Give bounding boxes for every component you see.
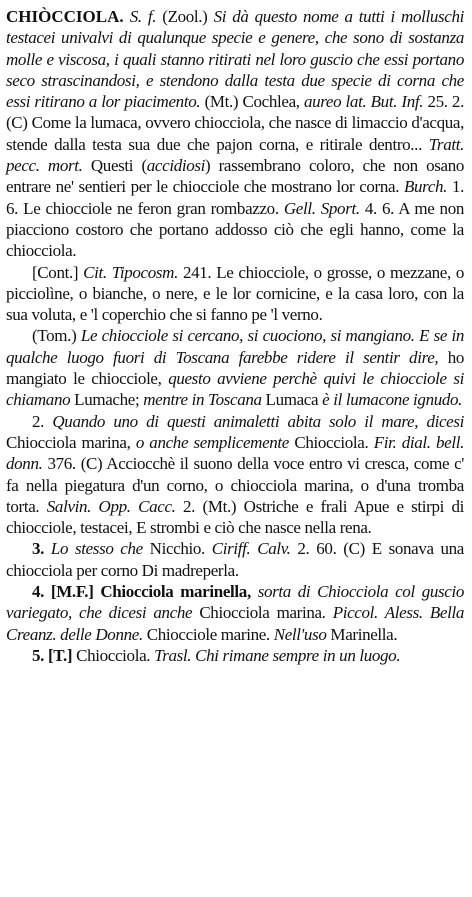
- definition: Si dà questo nome a tutti i molluschi testacei univalvi di qualunque specie e genere, che sono di sostanza molle e viscosa, i quali stanno ritirati nel loro guscio che essi portano seco strascinandosi, e stendono dalla testa due specie di corna che essi ritirano a lor piacimento.: [6, 7, 464, 112]
- quote-text: ) rassembrano coloro, che non osano entrare ne' sentieri per le chiocciole che mostrano lor corna.: [6, 156, 465, 197]
- sense-text: Nicchio.: [149, 539, 205, 559]
- entry-main: [6, 6, 464, 262]
- sense-tag: [T.]: [47, 645, 73, 665]
- tom-text: questo avviene perchè quivi le chiocciole si chiamano: [6, 369, 465, 410]
- headword: CHIÒCCIOLA.: [6, 7, 124, 26]
- citation-ref: 25. 2.: [427, 92, 464, 112]
- sense-text: Chiocciola.: [76, 645, 151, 665]
- sense-2: [6, 411, 464, 539]
- c-tag: (C): [6, 113, 28, 133]
- cont-paragraph: [6, 262, 464, 326]
- sense-text: Lo stesso che: [50, 539, 143, 559]
- sense-5: [6, 645, 464, 666]
- tom-text: Lumache;: [74, 390, 140, 410]
- tom-text: è il lumacone ignudo.: [322, 390, 463, 410]
- cont-tag: [Cont.]: [32, 262, 79, 282]
- citation-source: Cit. Tipocosm.: [83, 262, 178, 282]
- quote-text: 376. (C) Acciocchè il suono della voce entro vi cresca, come c' fa nella piegatura d'un corno, o chiocciola marina, o d'una tromba torta.: [6, 454, 464, 516]
- quote-italic: accidiosi: [146, 156, 206, 176]
- sense-head: Chiocciola marinella,: [100, 582, 251, 602]
- citation-source: aureo lat. But. Inf.: [303, 92, 424, 112]
- quote-text: 241. Le chiocciole, o grosse, o mezzane, o picciolìne, o bianche, o nere, e le lor cornicine, e la casa loro, con la sua voluta, e 'l coperchio che si fanno pe 'l verno.: [6, 262, 464, 325]
- quote-text: 2. (Mt.) Ostriche e frali Apue e stirpi di chiocciole, testacei, E strombi e ciò che nasce nella rena.: [6, 496, 464, 538]
- sense-3: [6, 538, 464, 581]
- sense-4: [6, 581, 464, 645]
- citation-source: Fir. dial. bell. donn.: [6, 432, 465, 474]
- mt-tag: (Mt.): [204, 92, 239, 112]
- sense-text: Chiocciola.: [294, 432, 369, 452]
- tom-paragraph: [6, 325, 464, 410]
- citation-source: Piccol. Aless. Bella Creanz. delle Donne.: [6, 603, 465, 644]
- quote-text: Chiocciole marine.: [146, 624, 270, 644]
- sense-number: 2.: [32, 411, 45, 431]
- tom-tag: (Tom.): [32, 326, 77, 346]
- citation-source: Gell. Sport.: [283, 198, 360, 218]
- quote-text: Questi (: [90, 156, 147, 176]
- sense-text: o anche semplicemente: [135, 432, 289, 452]
- tom-text: Le chiocciole si cercano, si cuociono, si mangiano. E se in qualche luogo fuori di Toscana farebbe ridere il sentir dire,: [6, 326, 464, 367]
- tom-text: mentre in Toscana: [143, 390, 262, 410]
- sense-text: Marinella.: [330, 624, 398, 644]
- sense-text: sorta di Chiocciola col guscio variegato, che dicesi anche: [6, 582, 464, 623]
- sense-text: Trasl. Chi rimane sempre in un luogo.: [154, 645, 401, 665]
- citation-source: Burch.: [404, 177, 448, 197]
- quote-text: 4. 6. A me non piacciono costoro che portano addosso ciò che egli hanno, come la chiocciola.: [6, 198, 464, 261]
- citation-source: Salvin. Opp. Cacc.: [46, 496, 176, 516]
- domain-label: (Zool.): [162, 7, 208, 26]
- sense-text: Quando uno di questi animaletti abita solo il mare, dicesi: [52, 411, 464, 431]
- quote-text: 1. 6. Le chiocciole ne feron gran rombazzo.: [6, 177, 465, 218]
- tom-text: Lumaca: [265, 390, 319, 410]
- citation-source: Tratt. pecc. mort.: [6, 134, 464, 176]
- sense-number: 5.: [32, 645, 45, 665]
- tom-text: ho mangiato le chiocciole,: [6, 347, 465, 389]
- sense-text: Nell'uso: [273, 624, 327, 644]
- sense-text: Chiocciola marina.: [199, 603, 326, 623]
- part-of-speech: S. f.: [129, 7, 157, 26]
- sense-number: 4.: [32, 582, 45, 602]
- quote-text: Come la lumaca, ovvero chiocciola, che nasce di limaccio d'acqua, stende dalla testa sua due che pajon corna, e ritirale dentro...: [6, 113, 465, 154]
- sense-text: Chiocciola marina,: [6, 432, 131, 452]
- latin-term: Cochlea,: [242, 92, 300, 112]
- sense-number: 3.: [32, 539, 45, 559]
- citation-source: Ciriff. Calv.: [211, 539, 291, 559]
- quote-text: 2. 60. (C) E sonava una chiocciola per corno Di madreperla.: [6, 539, 464, 580]
- sense-tag: [M.F.]: [50, 582, 94, 602]
